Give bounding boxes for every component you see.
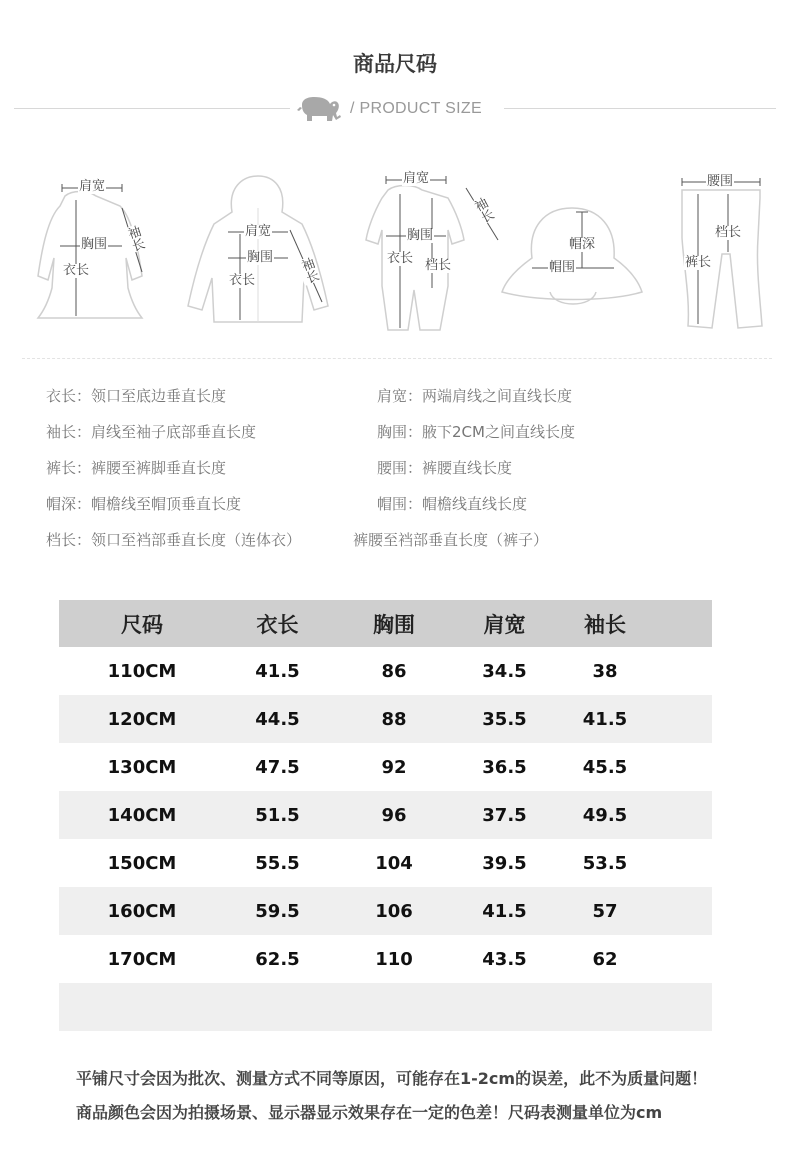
cell-spacer (659, 887, 712, 935)
jacket-shoulder-label: 肩宽 (245, 224, 272, 239)
romper-diagram (352, 168, 512, 336)
romper-crotch-label: 档长 (425, 258, 452, 273)
header-length: 衣长 (225, 600, 330, 647)
divider-left (14, 108, 290, 109)
hat-circumference-label: 帽围 (549, 260, 576, 275)
disclaimer-note: 商品颜色会因为拍摄场景、显示器显示效果存在一定的色差！尺码表测量单位为cm (76, 1103, 663, 1122)
cell-shoulder: 41.5 (458, 887, 551, 935)
definition-item: 袖长：肩线至袖子底部垂直长度 (46, 423, 257, 441)
pants-diagram (676, 168, 768, 333)
cell-size: 110CM (107, 660, 177, 682)
jacket-chest-label: 胸围 (247, 250, 274, 265)
table-row (59, 887, 712, 935)
header-sleeve: 袖长 (551, 600, 659, 647)
cell-shoulder: 39.5 (482, 852, 527, 874)
jacket-length-label: 衣长 (229, 273, 256, 288)
cell-spacer (659, 935, 712, 983)
definition-item: 帽深：帽檐线至帽顶垂直长度 (46, 495, 242, 513)
cell-chest: 104 (375, 852, 413, 874)
pants-illustration (676, 168, 768, 333)
table-row (59, 935, 712, 983)
table-row (59, 743, 712, 791)
measurement-diagrams (0, 168, 790, 338)
cell-shoulder: 43.5 (482, 948, 527, 970)
cell-length: 59.5 (225, 887, 330, 935)
cell-size: 150CM (107, 852, 177, 874)
cell-shoulder: 35.5 (458, 695, 551, 743)
cell-sleeve: 38 (592, 660, 618, 682)
cell-sleeve: 45.5 (582, 756, 628, 778)
definition-item: 腰围：裤腰直线长度 (377, 459, 513, 477)
section-subtitle (296, 94, 482, 124)
cell-length: 47.5 (255, 756, 300, 778)
hat-diagram (498, 168, 648, 318)
cell-size: 120CM (59, 695, 225, 743)
cell-sleeve: 41.5 (551, 695, 659, 743)
dress-length-label: 衣长 (63, 263, 90, 278)
cell-chest: 96 (330, 791, 458, 839)
cell-chest: 86 (381, 660, 407, 682)
dress-diagram (20, 168, 160, 328)
cell-chest: 92 (381, 756, 407, 778)
dress-sleeve-label: 袖长 (123, 224, 146, 254)
dress-chest-label: 胸围 (81, 237, 108, 252)
romper-chest-label: 胸围 (407, 228, 434, 243)
header-spacer (659, 600, 712, 647)
cell-length: 44.5 (225, 695, 330, 743)
romper-length-label: 衣长 (387, 251, 414, 266)
pants-crotch-label: 档长 (715, 225, 742, 240)
cell-length: 51.5 (225, 791, 330, 839)
hat-depth-label: 帽深 (569, 237, 596, 252)
cell-size: 130CM (107, 756, 177, 778)
cell-spacer (659, 791, 712, 839)
disclaimer-note: 平铺尺寸会因为批次、测量方式不同等原因，可能存在1-2cm的误差，此不为质量问题！ (76, 1069, 708, 1088)
cell-spacer (659, 743, 712, 791)
dress-shoulder-label: 肩宽 (79, 179, 106, 194)
definition-item: 档长：领口至裆部垂直长度（连体衣） (46, 531, 302, 549)
pants-length-label: 裤长 (685, 255, 712, 270)
elephant-icon (296, 95, 344, 123)
subtitle-text: / PRODUCT SIZE (350, 100, 482, 117)
cell-chest: 106 (330, 887, 458, 935)
cell-shoulder: 36.5 (482, 756, 527, 778)
cell-shoulder: 37.5 (458, 791, 551, 839)
cell-length: 62.5 (255, 948, 300, 970)
cell-shoulder: 34.5 (482, 660, 527, 682)
header-chest: 胸围 (330, 600, 458, 647)
cell-sleeve: 62 (592, 948, 618, 970)
cell-spacer (659, 647, 712, 695)
cell-sleeve: 53.5 (582, 852, 628, 874)
section-divider (22, 358, 772, 359)
definition-item: 帽围：帽檐线直线长度 (377, 495, 528, 513)
definition-item: 裤长：裤腰至裤脚垂直长度 (46, 459, 227, 477)
cell-size: 140CM (59, 791, 225, 839)
cell-size: 160CM (59, 887, 225, 935)
romper-shoulder-label: 肩宽 (403, 171, 430, 186)
romper-illustration (352, 168, 512, 336)
table-row (59, 695, 712, 743)
jacket-sleeve-label: 袖长 (296, 256, 320, 286)
table-row (59, 791, 712, 839)
divider-right (504, 108, 776, 109)
cell-sleeve: 57 (551, 887, 659, 935)
table-row (59, 647, 712, 695)
definition-item: 肩宽：两端肩线之间直线长度 (377, 387, 573, 405)
jacket-diagram (182, 168, 332, 333)
definition-item: 衣长：领口至底边垂直长度 (46, 387, 227, 405)
cell-sleeve: 49.5 (551, 791, 659, 839)
page-title: 商品尺码 (353, 52, 437, 76)
table-blank-row (59, 983, 712, 1031)
cell-chest: 88 (330, 695, 458, 743)
romper-sleeve-label: 袖长 (469, 195, 496, 226)
cell-size: 170CM (107, 948, 177, 970)
size-table (59, 600, 712, 1031)
definition-item: 胸围：腋下2CM之间直线长度 (377, 423, 575, 441)
cell-length: 41.5 (255, 660, 300, 682)
cell-chest: 110 (375, 948, 413, 970)
cell-spacer (659, 839, 712, 887)
cell-length: 55.5 (255, 852, 300, 874)
header-shoulder: 肩宽 (458, 600, 551, 647)
header-size: 尺码 (59, 600, 225, 647)
definition-extra: 裤腰至裆部垂直长度（裤子） (353, 531, 549, 549)
pants-waist-label: 腰围 (707, 174, 734, 189)
cell-spacer (659, 695, 712, 743)
table-header-row (59, 600, 712, 647)
table-row (59, 839, 712, 887)
